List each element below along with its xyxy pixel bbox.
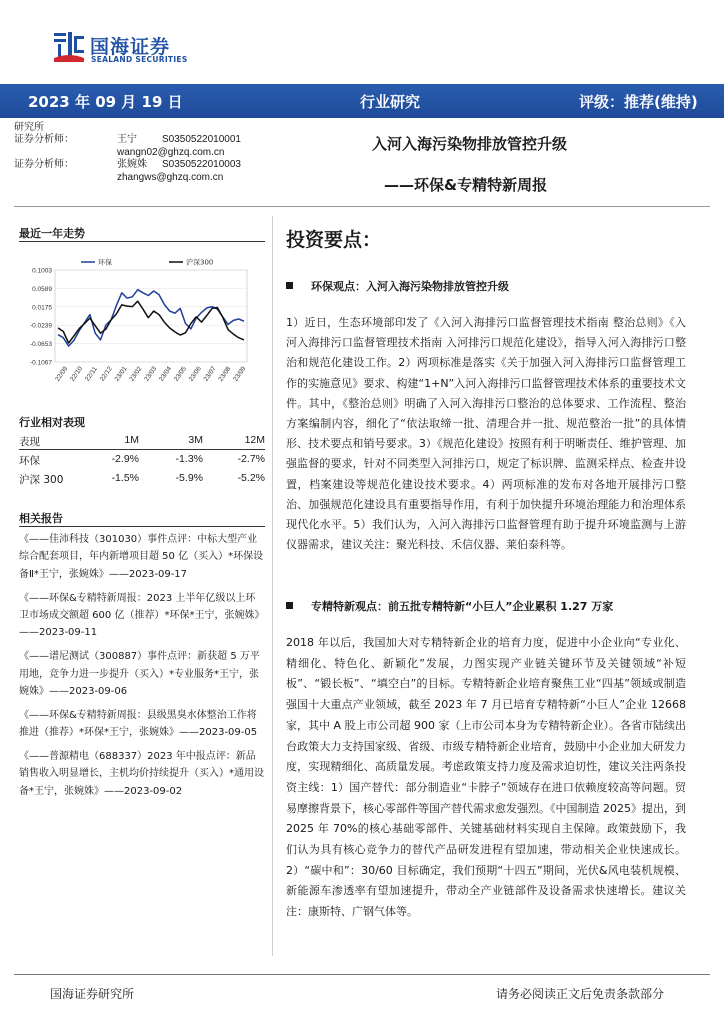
x-tick-label: 23/09 — [232, 365, 248, 383]
report-type: 行业研究 — [360, 93, 421, 111]
column-divider — [272, 216, 273, 956]
y-tick-label: -0.1067 — [29, 359, 52, 367]
footer-divider — [14, 974, 710, 975]
perf-cell: -5.9% — [175, 472, 203, 484]
x-tick-label: 23/07 — [202, 365, 218, 383]
series-line-1 — [58, 301, 244, 343]
perf-cell: 环保 — [19, 455, 40, 467]
perf-row — [19, 450, 265, 469]
footer-disclaimer[interactable]: 请务必阅读正文后免责条款部分 — [496, 987, 665, 1001]
legend-label: 环保 — [98, 258, 112, 267]
report-rating: 评级：推荐(维持) — [579, 93, 698, 111]
report-subtitle: ——环保&专精特新周报 — [384, 176, 548, 194]
x-tick-label: 23/04 — [158, 365, 174, 383]
y-tick-label: -0.0239 — [29, 322, 52, 330]
y-tick-label: 0.0175 — [32, 304, 52, 312]
perf-cell: -2.7% — [237, 453, 265, 465]
x-tick-label: 22/10 — [69, 365, 85, 383]
analyst-email[interactable]: zhangws@ghzq.com.cn — [117, 171, 224, 183]
related-report-text: 《——环保&专精特新周报：2023 上半年亿级以上环卫市场成交额超 600 亿（推荐）*环保*王宁，张婉姝》——2023-09-11 — [19, 592, 265, 639]
analyst-name: 张婉姝 — [117, 159, 147, 171]
trend-heading-rule — [19, 241, 265, 242]
perf-header-cell: 3M — [188, 434, 203, 446]
related-report-text: 《——谱尼测试（300887）事件点评：新获超 5 万平用地，竞争力进一步提升（买入）*专业服务*王宁，张婉姝》——2023-09-06 — [19, 651, 260, 698]
analyst-code: S0350522010001 — [162, 134, 241, 146]
trend-chart — [19, 250, 269, 400]
perf-cell: -2.9% — [111, 453, 139, 465]
y-tick-label: 0.1003 — [32, 267, 52, 275]
perf-header-cell: 表现 — [19, 436, 40, 448]
related-reports-list — [19, 531, 265, 807]
related-report-item[interactable] — [19, 531, 265, 583]
x-tick-label: 23/03 — [143, 365, 159, 383]
analyst-email[interactable]: wangn02@ghzq.com.cn — [117, 146, 225, 158]
related-report-item[interactable] — [19, 707, 265, 742]
perf-row — [19, 469, 265, 488]
perf-header-row — [19, 431, 265, 450]
related-report-item[interactable] — [19, 748, 265, 800]
perf-cell: -1.5% — [111, 472, 139, 484]
analyst-name: 王宁 — [117, 134, 137, 146]
sealand-logo-icon — [52, 30, 86, 64]
brand-name-en: SEALAND SECURITIES — [91, 55, 188, 64]
section-body: 1）近日，生态环境部印发了《入河入海排污口监督管理技术指南 整治总则》《入河入海排污口监督管理技术指南 入河排污口规范化建设》，指导入河入海排污口整治和规范化建设工作。2）两项标准是落实《关于加强入河入海排污口监督管理工作的实施意见》要求、构建“1+N”入河入海排污口监督管理技术体系的重要技术文件。其中，《整治总则》明确了入河入海排污口整治的总体要求、工作流程、整治方案编制内容，细化了“依法取缔一批、清理合并一批、规范整治一批”的具体情形、技术要点和销号要求。3）《规范化建设》按照有利于明晰责任、维护管理、加强监督的要求，针对不同类型入河排污口，规定了标识牌、监测采样点、检查井设置，档案建设等规范化建设技术要求。4）两项标准的发布对各地开展排污口整治、加强规范化建设具有重要指导作用，有利于加快提升环境治理能力和治理体系现代化水平。5）我们认为，入河入海排污口监督管理有助于提升环境监测与上游仪器需求，建议关注：聚光科技、禾信仪器、莱伯泰科等。 — [286, 316, 686, 552]
perf-heading: 行业相对表现 — [19, 416, 85, 429]
report-date: 2023 年 09 月 19 日 — [28, 93, 183, 111]
plot-frame — [55, 270, 247, 362]
y-tick-label: 0.0589 — [32, 285, 52, 293]
y-tick-label: -0.0653 — [29, 341, 52, 349]
bullet-square-icon — [286, 602, 293, 609]
perf-cell: -5.2% — [237, 472, 265, 484]
x-tick-label: 22/12 — [98, 365, 114, 383]
brand-name-cn: 国海证券 — [90, 36, 171, 58]
series-line-0 — [58, 290, 244, 346]
x-tick-label: 23/06 — [187, 365, 203, 383]
related-report-item[interactable] — [19, 590, 265, 642]
analyst-code: S0350522010003 — [162, 159, 241, 171]
legend-label: 沪深300 — [186, 258, 214, 267]
related-report-item[interactable] — [19, 648, 265, 700]
x-tick-label: 23/01 — [113, 365, 129, 383]
reports-heading: 相关报告 — [19, 512, 63, 525]
bullet-square-icon — [286, 282, 293, 289]
perf-header-cell: 12M — [244, 434, 265, 446]
analyst-role: 证券分析师： — [14, 159, 74, 171]
trend-heading: 最近一年走势 — [19, 227, 85, 240]
section-body: 2018 年以后，我国加大对专精特新企业的培育力度，促进中小企业向“专业化、精细化、特色化、新颖化”发展，力图实现产业链关键环节及关键领域“补短板”、“锻长板”、“填空白”的目标。专精特新企业培育聚焦工业“四基”领域或制造强国十大重点产业领域，截至 2023 年 7 月已培育专精特新“小巨人”企业 12668 家，其中 A 股上市公司超 900 家（上市公司本身为专精特新企业）。各省市陆续出台政策大力支持国家级、省级、市级专精特新企业培育，鼓励中小企业加大研发力度，实现精细化、高质量发展。考虑政策支持力度及需求迫切性，建议关注两条投资主线：1）国产替代：部分制造业“卡脖子”领域存在进口依赖度较高等问题。贸易摩擦背景下，核心零部件等国产替代需求愈发强烈。《中国制造 2025》提出，到 2025 年 70%的核心基础零部件、关键基础材料实现自主保障。政策鼓励下，我们认为具有核心竞争力的替代产品研发进程有望加速，带动相关企业快速成长。2）“碳中和”：30/60 目标确定，我们预期“十四五”期间，光伏&风电装机规模、新能源车渗透率有望加速提升，带动全产业链部件及设备需求快速增长。建议关注：康斯特、广钢气体等。 — [286, 636, 687, 919]
report-title: 入河入海污染物排放管控升级 — [372, 135, 568, 153]
section-heading-text: 专精特新观点：前五批专精特新“小巨人”企业累积 1.27 万家 — [311, 600, 614, 613]
header-divider — [14, 206, 710, 207]
x-tick-label: 22/09 — [54, 365, 70, 383]
dept-label: 研究所 — [14, 122, 44, 133]
perf-cell: -1.3% — [175, 453, 203, 465]
section-heading — [286, 598, 613, 614]
related-report-text: 《——佳沛科技（301030）事件点评：中标大型产业综合配套项目，年内新增项目超 50 亿（买入）*环保设备Ⅱ*王宁，张婉姝》——2023-09-17 — [19, 534, 264, 580]
footer-institute: 国海证券研究所 — [50, 987, 135, 1001]
brand-logo — [52, 30, 252, 66]
x-tick-label: 22/11 — [84, 365, 99, 383]
x-tick-label: 23/02 — [128, 365, 144, 383]
related-report-text: 《——普源精电（688337）2023 年中报点评：新品销售收入明显增长，主机均价持续提升（买入）*通用设备*王宁，张婉姝》——2023-09-02 — [19, 751, 264, 797]
reports-heading-rule — [19, 526, 265, 527]
perf-table — [19, 431, 265, 488]
perf-cell: 沪深 300 — [19, 474, 64, 486]
header-banner — [0, 84, 724, 118]
x-tick-label: 23/08 — [217, 365, 233, 383]
perf-header-cell: 1M — [124, 434, 139, 446]
x-tick-label: 23/05 — [172, 365, 188, 383]
analyst-role: 证券分析师： — [14, 134, 74, 146]
section-heading-text: 环保观点：入河入海污染物排放管控升级 — [311, 280, 509, 293]
investment-highlights-heading: 投资要点： — [286, 229, 382, 251]
section-heading — [286, 278, 509, 294]
related-report-text: 《——环保&专精特新周报：县级黑臭水体整治工作将推进（推荐）*环保*王宁，张婉姝》——2023-09-05 — [19, 709, 258, 739]
